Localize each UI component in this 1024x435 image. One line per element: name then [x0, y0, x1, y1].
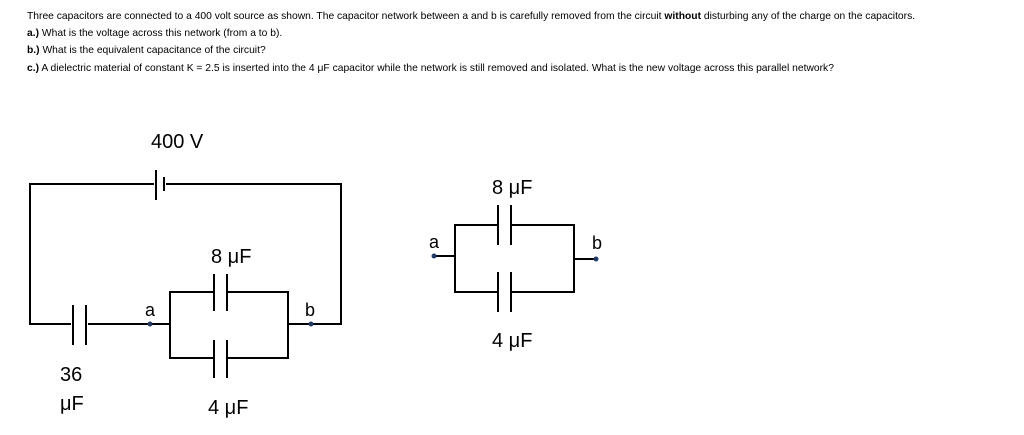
question-c-label: c.): [27, 62, 40, 74]
node-b-dot: [309, 322, 314, 327]
left-circuit: [30, 170, 341, 378]
r-right-rail: [512, 225, 574, 292]
intro-part2: disturbing any of the charge on the capacitors.: [701, 11, 916, 22]
intro-bold: without: [664, 11, 702, 22]
r-node-b-dot: [594, 257, 599, 262]
intro-part1: Three capacitors are connected to a 400 volt source as shown. The capacitor network between a and b is carefully removed from the circuit: [27, 11, 665, 22]
cap-4-label: 4 μF: [208, 397, 249, 419]
question-c-text: A dielectric material of constant K = 2.5 is inserted into the 4 μF capacitor while the network is still removed and isolated. What is the new voltage across this parallel network?: [39, 62, 834, 74]
network-right-rail: [228, 292, 288, 358]
node-a-dot: [148, 322, 153, 327]
r-node-b-label: b: [592, 233, 603, 253]
node-a-label: a: [145, 300, 156, 320]
question-b-text: What is the equivalent capacitance of the circuit?: [39, 45, 266, 57]
r-left-rail: [455, 225, 497, 292]
wire-battery-left: [30, 184, 154, 324]
right-network: [434, 205, 596, 312]
r-node-a-label: a: [429, 232, 440, 252]
r-cap-4-label: 4 μF: [492, 330, 533, 352]
question-a-label: a.): [27, 28, 40, 40]
source-label: 400 V: [151, 131, 204, 153]
cap-8-label: 8 μF: [211, 246, 252, 268]
cap-36-label-line1: 36: [60, 364, 83, 386]
r-node-a-dot: [432, 254, 437, 259]
network-left-rail: [170, 292, 213, 358]
node-b-label: b: [305, 300, 316, 320]
question-b-label: b.): [27, 45, 40, 57]
r-cap-8-label: 8 μF: [492, 177, 533, 199]
question-a-text: What is the voltage across this network (from a to b).: [39, 28, 283, 40]
cap-36-label-line2: μF: [60, 393, 84, 415]
